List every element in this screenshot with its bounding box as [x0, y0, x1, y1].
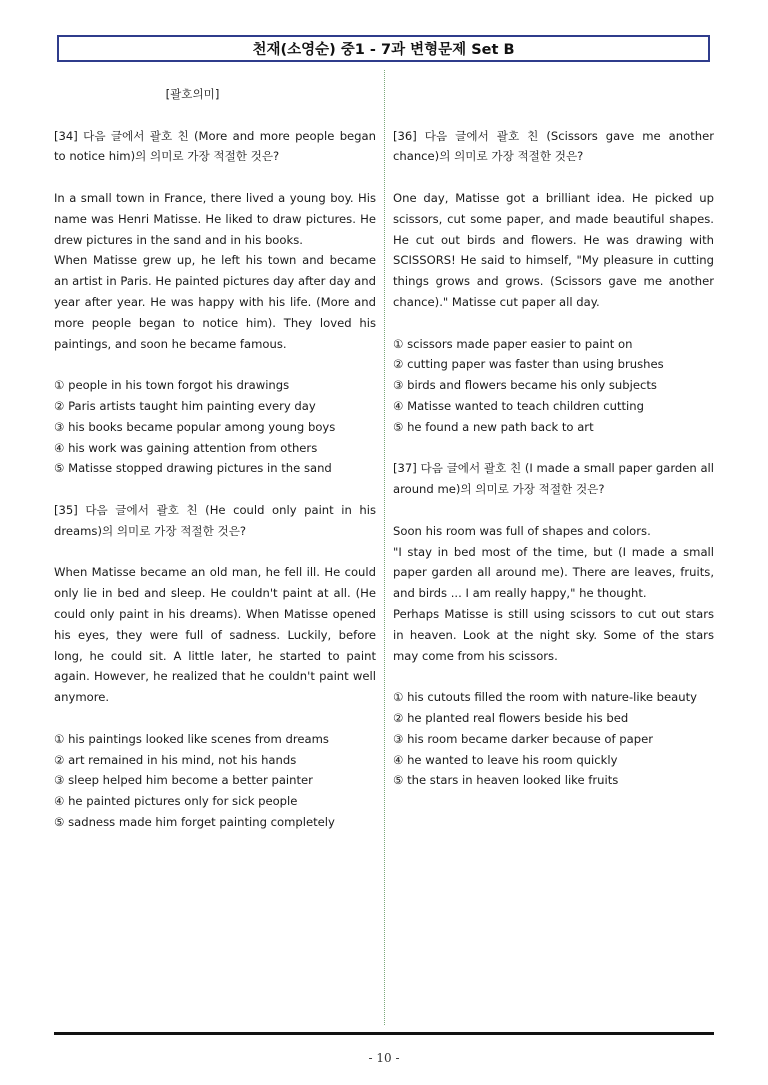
- left-column: [54, 84, 376, 833]
- passage-paragraph: When Matisse grew up, he left his town and became an artist in Paris. He painted pictures day after day and year after year. He was happy with his life. (More and more people began to notice him). They loved his paintings, and soon he became famous.: [54, 253, 376, 351]
- question-36: [393, 126, 714, 438]
- answer-option: ③ his room became darker because of paper: [393, 731, 654, 746]
- answer-option: ② cutting paper was faster than using brushes: [393, 357, 664, 372]
- passage-paragraph: When Matisse became an old man, he fell ill. He could only lie in bed and sleep. He couldn't paint at all. (He could only paint in his dreams). When Matisse opened his eyes, they were full of sadness. Luckily, before long, he could sit. A little later, he started to paint again. However, he realized that he couldn't paint well anymore.: [54, 565, 376, 705]
- answer-option: ⑤ Matisse stopped drawing pictures in the sand: [54, 461, 332, 476]
- answer-option: ⑤ sadness made him forget painting completely: [54, 814, 335, 829]
- page-title: 천재(소영순) 중1 - 7과 변형문제 Set B: [252, 42, 515, 58]
- question-35: [54, 500, 376, 833]
- answer-option: ① his cutouts filled the room with nature-like beauty: [393, 690, 698, 705]
- answer-option: ③ birds and flowers became his only subjects: [393, 378, 657, 393]
- question-37: [393, 458, 714, 791]
- answer-option: ⑤ the stars in heaven looked like fruits: [393, 773, 619, 788]
- answer-option: ① people in his town forgot his drawings: [54, 378, 290, 393]
- answer-option: ⑤ he found a new path back to art: [393, 419, 594, 434]
- passage-paragraph: "I stay in bed most of the time, but (I made a small paper garden all around me). There are leaves, fruits, and birds ... I am really happy," he thought.: [393, 544, 714, 601]
- answer-option: ② art remained in his mind, not his hands: [54, 752, 297, 767]
- column-divider: [384, 70, 385, 1025]
- right-column: [393, 84, 714, 791]
- answer-option: ④ he painted pictures only for sick people: [54, 794, 298, 809]
- passage-paragraph: Soon his room was full of shapes and colors.: [393, 523, 651, 538]
- answer-option: ① his paintings looked like scenes from dreams: [54, 731, 329, 746]
- answer-option: ③ sleep helped him become a better painter: [54, 773, 313, 788]
- section-title: [괄호의미]: [165, 87, 220, 101]
- answer-option: ④ he wanted to leave his room quickly: [393, 752, 618, 767]
- footer-rule: [54, 1032, 714, 1035]
- question-prompt: [34] 다음 글에서 괄호 친 (More and more people began to notice him)의 의미로 가장 적절한 것은?: [54, 128, 376, 164]
- question-prompt: [36] 다음 글에서 괄호 친 (Scissors gave me another chance)의 의미로 가장 적절한 것은?: [393, 128, 714, 164]
- question-prompt: [37] 다음 글에서 괄호 친 (I made a small paper garden all around me)의 의미로 가장 적절한 것은?: [393, 461, 714, 497]
- answer-option: ③ his books became popular among young boys: [54, 419, 336, 434]
- question-prompt: [35] 다음 글에서 괄호 친 (He could only paint in his dreams)의 의미로 가장 적절한 것은?: [54, 502, 376, 538]
- passage-paragraph: One day, Matisse got a brilliant idea. He picked up scissors, cut some paper, and made beautiful shapes. He cut out birds and flowers. He was drawing with SCISSORS! He said to himself, "My pleasure in cutting things grows and grows. (Scissors gave me another chance)." Matisse cut paper all day.: [393, 190, 714, 309]
- passage-paragraph: In a small town in France, there lived a young boy. His name was Henri Matisse. He liked to draw pictures. He drew pictures in the sand and in his books.: [54, 190, 376, 247]
- page-number: - 10 -: [368, 1051, 400, 1065]
- answer-option: ② he planted real flowers beside his bed: [393, 710, 629, 725]
- answer-option: ④ Matisse wanted to teach children cutting: [393, 398, 644, 413]
- answer-option: ② Paris artists taught him painting every day: [54, 398, 316, 413]
- answer-option: ④ his work was gaining attention from others: [54, 440, 318, 455]
- answer-option: ① scissors made paper easier to paint on: [393, 336, 633, 351]
- question-34: [54, 126, 376, 480]
- passage-paragraph: Perhaps Matisse is still using scissors to cut out stars in heaven. Look at the night sky. Some of the stars may come from his scissors.: [393, 606, 714, 663]
- page-header: [57, 35, 710, 62]
